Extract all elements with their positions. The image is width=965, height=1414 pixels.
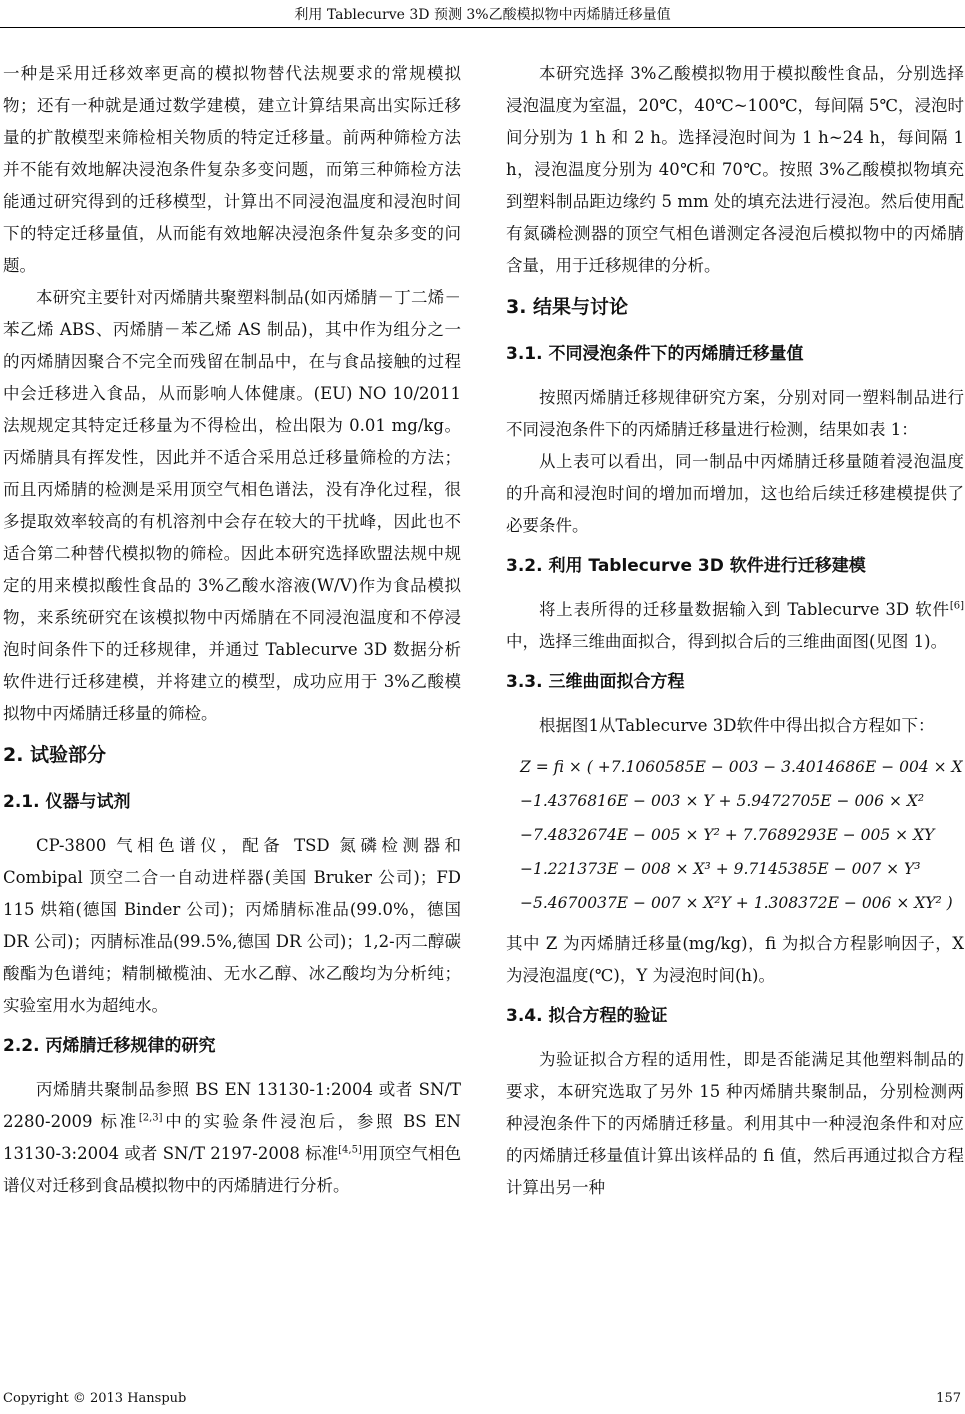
subsection-heading-migration-study: 2.2. 丙烯腈迁移规律的研究 <box>3 1036 216 1056</box>
citation-ref[interactable]: [4,5] <box>338 1144 362 1156</box>
subsection-heading-validation: 3.4. 拟合方程的验证 <box>506 1006 668 1026</box>
running-header: 利用 Tablecurve 3D 预测 3%乙酸模拟物中丙烯腈迁移量值 <box>294 7 671 23</box>
instruments-paragraph: CP-3800 气相色谱仪，配备 TSD 氮磷检测器和 Combipal 顶空二合一自动进样器(美国 Bruker 公司)；FD 115 烘箱(德国 Binder 公司)；丙烯腈标准品(99.0%，德国 DR 公司)；丙腈标准品(99.5%,德国 DR 公司)；1,2-丙二醇碳酸酯为色谱纯；精制橄榄油、无水乙醇、冰乙酸均为分析纯；实验室用水为超纯水。 <box>3 836 461 1015</box>
subsection-heading-fitting-equation: 3.3. 三维曲面拟合方程 <box>506 672 685 692</box>
header-rule <box>0 27 965 28</box>
equation-line: −7.4832674E − 005 × Y² + 7.7689293E − 005 × XY <box>520 826 935 844</box>
equation-line: −1.4376816E − 003 × Y + 5.9472705E − 006 × X² <box>520 792 925 810</box>
text-run: 将上表所得的迁移量数据输入到 Tablecurve 3D 软件 <box>539 600 950 619</box>
validation-paragraph: 为验证拟合方程的适用性，即是否能满足其他塑料制品的要求，本研究选取了另外 15 种丙烯腈共聚制品，分别检测两种浸泡条件下的丙烯腈迁移量。利用其中一种浸泡条件和对应的丙烯腈迁移量值计算出该样品的 fi 值，然后再通过拟合方程计算出另一种 <box>506 1050 964 1197</box>
section-heading-results: 3. 结果与讨论 <box>506 296 629 318</box>
results-observation-paragraph: 从上表可以看出，同一制品中丙烯腈迁移量随着浸泡温度的升高和浸泡时间的增加而增加，这也给后续迁移建模提供了必要条件。 <box>506 452 964 535</box>
equation-variables-paragraph: 其中 Z 为丙烯腈迁移量(mg/kg)，fi 为拟合方程影响因子，X 为浸泡温度(℃)，Y 为浸泡时间(h)。 <box>506 934 964 985</box>
modeling-paragraph <box>506 594 964 658</box>
right-column <box>506 58 964 1204</box>
page-footer <box>3 1391 961 1406</box>
citation-ref[interactable]: [2,3] <box>138 1112 163 1124</box>
copyright-text: Copyright © 2013 Hanspub <box>3 1391 187 1406</box>
text-run: 用顶空气相色谱仪对迁移到食品模拟物中的丙烯腈进行分析。 <box>3 1144 461 1195</box>
subsection-heading-instruments: 2.1. 仪器与试剂 <box>3 792 131 812</box>
citation-ref[interactable]: [6] <box>949 600 964 612</box>
results-paragraph: 按照丙烯腈迁移规律研究方案，分别对同一塑料制品进行不同浸泡条件下的丙烯腈迁移量进行检测，结果如表 1： <box>506 388 964 439</box>
migration-study-paragraph <box>3 1074 461 1202</box>
page-number: 157 <box>936 1391 961 1406</box>
conditions-paragraph: 本研究选择 3%乙酸模拟物用于模拟酸性食品，分别选择浸泡温度为室温，20℃，40℃~100℃，每间隔 5℃，浸泡时间分别为 1 h 和 2 h。选择浸泡时间为 1 h~24 h，每间隔 1 h，浸泡温度分别为 40℃和 70℃。按照 3%乙酸模拟物填充到塑料制品距边缘约 5 mm 处的填充法进行浸泡。然后使用配有氮磷检测器的顶空气相色谱测定各浸泡后模拟物中的丙烯腈含量，用于迁移规律的分析。 <box>506 64 964 275</box>
left-column <box>3 58 461 1202</box>
section-heading-experiment: 2. 试验部分 <box>3 744 107 766</box>
subsection-heading-modeling: 3.2. 利用 Tablecurve 3D 软件进行迁移建模 <box>506 556 866 576</box>
text-run: 中的实验条件浸泡后，参照 BS EN 13130-3:2004 或者 SN/T 2197-2008 标准 <box>3 1112 461 1163</box>
equation-line: −1.221373E − 008 × X³ + 9.7145385E − 007 × Y³ <box>520 860 921 878</box>
text-run: 中，选择三维曲面拟合，得到拟合后的三维曲面图(见图 1)。 <box>506 632 948 651</box>
text-run: 丙烯腈共聚制品参照 BS EN 13130-1:2004 或者 SN/T 2280-2009 标准 <box>3 1080 461 1131</box>
intro-paragraph-continued: 一种是采用迁移效率更高的模拟物替代法规要求的常规模拟物；还有一种就是通过数学建模，建立计算结果高出实际迁移量的扩散模型来筛检相关物质的特定迁移量。前两种筛检方法并不能有效地解决浸泡条件复杂多变问题，而第三种筛检方法能通过研究得到的迁移模型，计算出不同浸泡温度和浸泡时间下的特定迁移量值，从而能有效地解决浸泡条件复杂多变的问题。 <box>3 64 461 275</box>
equation-line: −5.4670037E − 007 × X²Y + 1.308372E − 006 × XY² ) <box>520 894 953 912</box>
subsection-heading-migration-values: 3.1. 不同浸泡条件下的丙烯腈迁移量值 <box>506 344 804 364</box>
equation-intro-paragraph: 根据图1从Tablecurve 3D软件中得出拟合方程如下： <box>539 716 935 735</box>
fitting-equation <box>520 750 964 920</box>
equation-line: Z = fi × ( +7.1060585E − 003 − 3.4014686E − 004 × X <box>520 758 963 776</box>
study-scope-paragraph: 本研究主要针对丙烯腈共聚塑料制品(如丙烯腈－丁二烯－苯乙烯 ABS、丙烯腈－苯乙烯 AS 制品)，其中作为组分之一的丙烯腈因聚合不完全而残留在制品中，在与食品接触的过程中会迁移进入食品，从而影响人体健康。(EU) NO 10/2011 法规规定其特定迁移量为不得检出，检出限为 0.01 mg/kg。丙烯腈具有挥发性，因此并不适合采用总迁移量筛检的方法；而且丙烯腈的检测是采用顶空气相色谱法，没有净化过程，很多提取效率较高的有机溶剂中会存在较大的干扰峰，因此也不适合第二种替代模拟物的筛检。因此本研究选择欧盟法规中规定的用来模拟酸性食品的 3%乙酸水溶液(W/V)作为食品模拟物，来系统研究在该模拟物中丙烯腈在不同浸泡温度和不停浸泡时间条件下的迁移规律，并通过 Tablecurve 3D 数据分析软件进行迁移建模，并将建立的模型，成功应用于 3%乙酸模拟物中丙烯腈迁移量的筛检。 <box>3 288 461 723</box>
